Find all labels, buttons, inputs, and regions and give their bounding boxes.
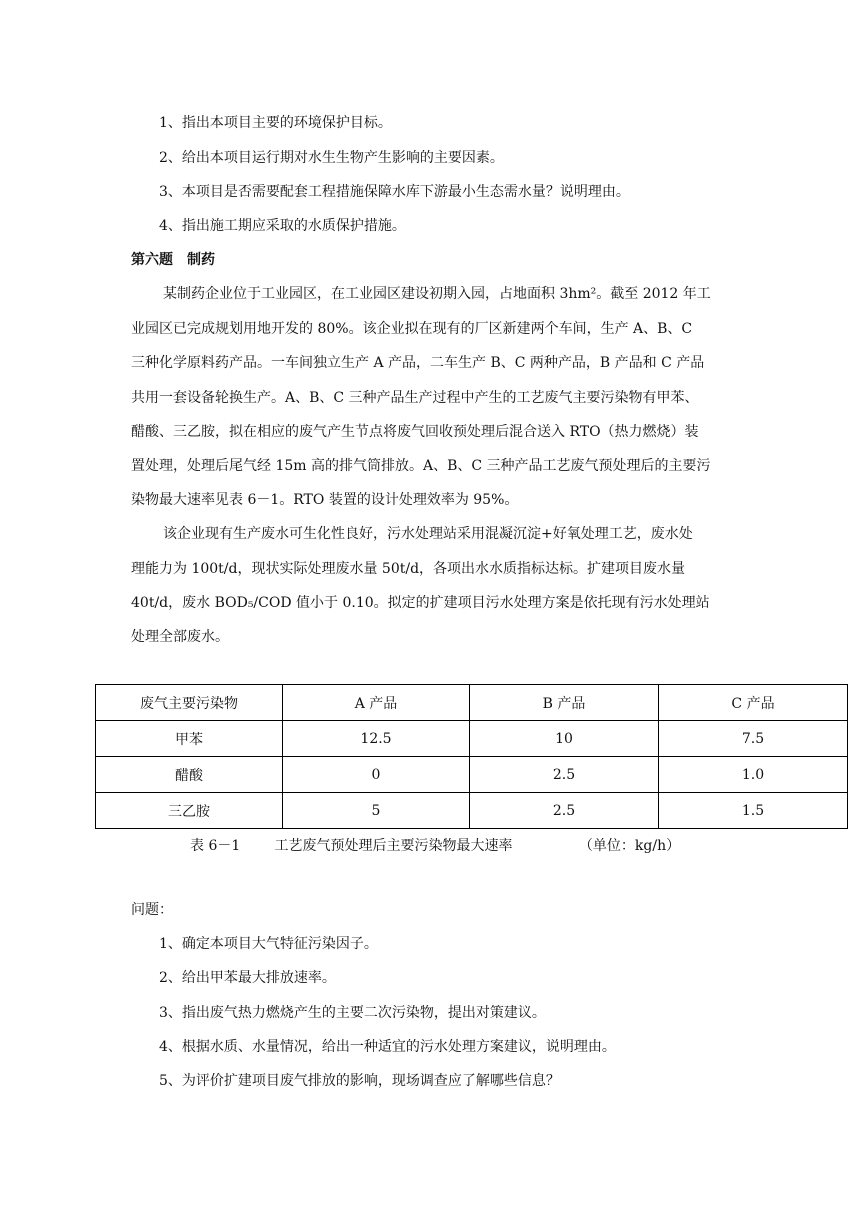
para1-line: 染物最大速率见表 6－1。RTO 装置的设计处理效率为 95%。 (131, 492, 519, 508)
table-cell: 1.5 (659, 793, 848, 829)
table-row (96, 721, 848, 757)
prev-question-2: 2、给出本项目运行期对水生生物产生影响的主要因素。 (159, 150, 504, 166)
table-cell: 7.5 (659, 721, 848, 757)
questions-label: 问题： (131, 902, 173, 918)
table-header-cell: C 产品 (659, 685, 848, 721)
section-title: 第六题 制药 (131, 252, 215, 268)
para2-line: 理能力为 100t/d，现状实际处理废水量 50t/d，各项出水水质指标达标。扩建项目废水量 (131, 561, 686, 577)
question-5: 5、为评价扩建项目废气排放的影响，现场调查应了解哪些信息？ (159, 1073, 560, 1089)
prev-question-4: 4、指出施工期应采取的水质保护措施。 (159, 218, 406, 234)
para1-line: 三种化学原料药产品。一车间独立生产 A 产品，二车生产 B、C 两种产品，B 产品和 C 产品 (131, 355, 705, 371)
table-cell: 0 (283, 757, 470, 793)
table-header-cell: 废气主要污染物 (96, 685, 283, 721)
table-cell: 三乙胺 (96, 793, 283, 829)
table-cell: 10 (470, 721, 659, 757)
table-header-cell: B 产品 (470, 685, 659, 721)
pollutant-rate-table (95, 684, 848, 829)
caption-title: 工艺废气预处理后主要污染物最大速率 (274, 838, 513, 854)
question-2: 2、给出甲苯最大排放速率。 (159, 970, 336, 986)
para1-line: 某制药企业位于工业园区，在工业园区建设初期入园，占地面积 3hm²。截至 2012 年工 (163, 286, 711, 302)
prev-question-1: 1、指出本项目主要的环境保护目标。 (159, 115, 392, 131)
prev-question-3: 3、本项目是否需要配套工程措施保障水库下游最小生态需水量？说明理由。 (159, 184, 630, 200)
table-row (96, 793, 848, 829)
table-cell: 2.5 (470, 757, 659, 793)
para2-line: 40t/d，废水 BOD₅/COD 值小于 0.10。拟定的扩建项目污水处理方案是依托现有污水处理站 (131, 595, 710, 611)
para2-line: 处理全部废水。 (131, 629, 229, 645)
table-header-cell: A 产品 (283, 685, 470, 721)
table-caption (190, 835, 680, 855)
para1-line: 业园区已完成规划用地开发的 80%。该企业拟在现有的厂区新建两个车间，生产 A、B、C (131, 321, 693, 337)
table-cell: 甲苯 (96, 721, 283, 757)
table-cell: 5 (283, 793, 470, 829)
caption-label: 表 6－1 (190, 838, 241, 854)
para1-line: 置处理，处理后尾气经 15m 高的排气筒排放。A、B、C 三种产品工艺废气预处理后的主要污 (131, 458, 711, 474)
table-cell: 醋酸 (96, 757, 283, 793)
table-cell: 1.0 (659, 757, 848, 793)
table-row (96, 757, 848, 793)
table-cell: 2.5 (470, 793, 659, 829)
table-header-row (96, 685, 848, 721)
para1-line: 醋酸、三乙胺，拟在相应的废气产生节点将废气回收预处理后混合送入 RTO（热力燃烧）装 (131, 424, 699, 440)
para2-line: 该企业现有生产废水可生化性良好，污水处理站采用混凝沉淀+好氧处理工艺，废水处 (163, 526, 693, 542)
question-3: 3、指出废气热力燃烧产生的主要二次污染物，提出对策建议。 (159, 1005, 546, 1021)
question-4: 4、根据水质、水量情况，给出一种适宜的污水处理方案建议，说明理由。 (159, 1039, 616, 1055)
para1-line: 共用一套设备轮换生产。A、B、C 三种产品生产过程中产生的工艺废气主要污染物有甲苯、 (131, 390, 699, 406)
question-1: 1、确定本项目大气特征污染因子。 (159, 936, 378, 952)
caption-unit: （单位：kg/h） (578, 838, 681, 854)
table-cell: 12.5 (283, 721, 470, 757)
